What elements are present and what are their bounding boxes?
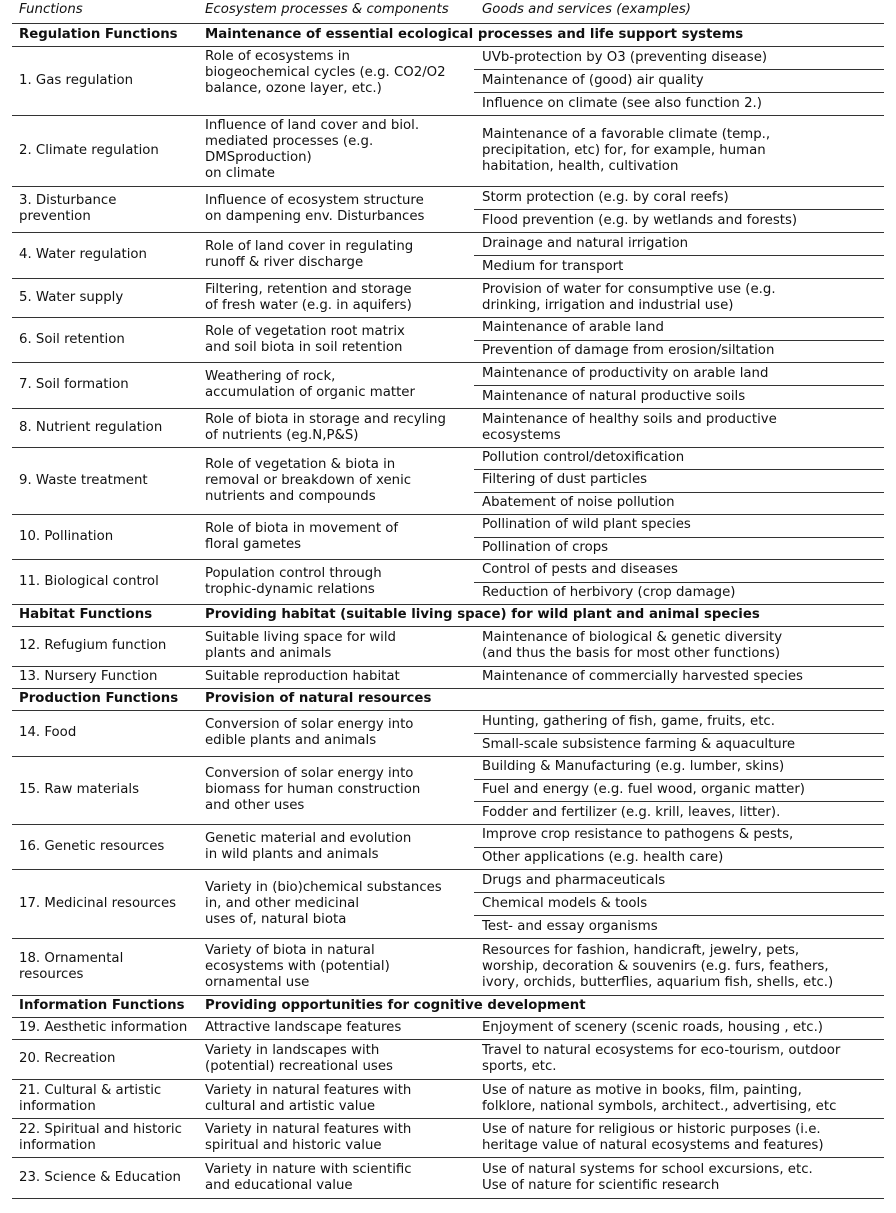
goods-service-item: Hunting, gathering of fish, game, fruits, etc.: [482, 713, 775, 729]
function-name: 21. Cultural & artistic information: [19, 1082, 162, 1114]
section-title: Production Functions: [19, 691, 179, 706]
function-name: 3. Disturbance prevention: [19, 193, 117, 224]
function-name: 23. Science & Education: [19, 1169, 181, 1185]
goods-service-item: Use of nature as motive in books, film, painting, folklore, national symbols, architect., advertising, etc: [482, 1082, 837, 1114]
table-row: [12, 756, 884, 824]
section-description: Providing habitat (suitable living space) for wild plant and animal species: [205, 607, 760, 622]
goods-service-item: Provision of water for consumptive use (e.g. drinking, irrigation and industrial use): [482, 281, 776, 313]
goods-service-item: Drainage and natural irrigation: [482, 235, 689, 251]
ecosystem-process: Filtering, retention and storage of fresh water (e.g. in aquifers): [205, 281, 412, 313]
ecosystem-process: Suitable living space for wild plants and animals: [205, 630, 396, 661]
goods-service-item: Maintenance of biological & genetic diversity (and thus the basis for most other functions): [482, 630, 783, 661]
sub-divider: [474, 92, 884, 93]
table-row: [12, 1017, 884, 1039]
goods-service-item: Maintenance of natural productive soils: [482, 388, 746, 404]
function-name: 22. Spiritual and historic information: [19, 1121, 182, 1153]
ecosystem-process: Variety in natural features with cultural and artistic value: [205, 1082, 412, 1114]
function-name: 4. Water regulation: [19, 247, 147, 262]
table-row: [12, 666, 884, 688]
goods-service-item: Chemical models & tools: [482, 895, 648, 911]
sub-divider: [474, 915, 884, 916]
ecosystem-process: Variety in nature with scientific and educational value: [205, 1161, 412, 1193]
table-row: [12, 362, 884, 408]
section-row: [12, 604, 884, 626]
sub-divider: [474, 801, 884, 802]
function-name: 11. Biological control: [19, 573, 159, 589]
goods-service-item: Influence on climate (see also function 2.): [482, 95, 762, 111]
goods-service-item: Use of natural systems for school excursions, etc. Use of nature for scientific research: [482, 1161, 813, 1193]
goods-service-item: Travel to natural ecosystems for eco-tourism, outdoor sports, etc.: [482, 1043, 841, 1074]
function-name: 16. Genetic resources: [19, 838, 165, 854]
sub-divider: [474, 69, 884, 70]
ecosystem-process: Role of land cover in regulating runoff & river discharge: [205, 239, 414, 270]
section-title: Information Functions: [19, 998, 185, 1013]
function-name: 5. Water supply: [19, 289, 124, 305]
ecosystem-process: Conversion of solar energy into biomass for human construction and other uses: [205, 766, 421, 813]
goods-service-item: Reduction of herbivory (crop damage): [482, 584, 736, 600]
sub-divider: [474, 733, 884, 734]
table-row: [12, 1039, 884, 1079]
goods-service-item: Control of pests and diseases: [482, 562, 678, 578]
ecosystem-process: Genetic material and evolution in wild plants and animals: [205, 830, 412, 862]
table-row: [12, 232, 884, 278]
table-row: [12, 46, 884, 115]
ecosystem-process: Role of biota in movement of floral gametes: [205, 520, 399, 552]
sub-divider: [474, 209, 884, 210]
goods-service-item: Medium for transport: [482, 258, 624, 274]
goods-service-item: Flood prevention (e.g. by wetlands and forests): [482, 212, 798, 228]
goods-service-item: Pollution control/detoxification: [482, 450, 685, 466]
goods-service-item: Fodder and fertilizer (e.g. krill, leaves, litter).: [482, 804, 781, 820]
section-title: Regulation Functions: [19, 27, 178, 42]
row-divider: [12, 1198, 884, 1199]
section-description: Providing opportunities for cognitive development: [205, 998, 586, 1013]
table-row: [12, 186, 884, 232]
section-description: Provision of natural resources: [205, 691, 432, 706]
section-title: Habitat Functions: [19, 607, 153, 622]
goods-service-item: Filtering of dust particles: [482, 472, 648, 488]
table-row: [12, 115, 884, 186]
header-functions: Functions: [19, 2, 83, 17]
goods-service-item: Enjoyment of scenery (scenic roads, housing , etc.): [482, 1020, 823, 1035]
sub-divider: [474, 469, 884, 470]
function-name: 17. Medicinal resources: [19, 895, 177, 911]
goods-service-item: Pollination of wild plant species: [482, 517, 691, 533]
goods-service-item: Improve crop resistance to pathogens & pests,: [482, 827, 794, 843]
goods-service-item: Fuel and energy (e.g. fuel wood, organic matter): [482, 781, 805, 797]
table-row: [12, 317, 884, 362]
function-name: 1. Gas regulation: [19, 72, 134, 88]
goods-service-item: Maintenance of commercially harvested species: [482, 669, 803, 684]
sub-divider: [474, 537, 884, 538]
goods-service-item: Maintenance of productivity on arable land: [482, 365, 769, 381]
goods-service-item: Test- and essay organisms: [482, 918, 658, 934]
function-name: 18. Ornamental resources: [19, 950, 124, 982]
ecosystem-process: Weathering of rock, accumulation of organic matter: [205, 369, 415, 400]
ecosystem-process: Influence of land cover and biol. mediated processes (e.g. DMSproduction) on climate: [205, 118, 420, 181]
ecosystem-process: Role of vegetation & biota in removal or breakdown of xenic nutrients and compounds: [205, 456, 412, 504]
function-name: 19. Aesthetic information: [19, 1020, 188, 1035]
table-row: [12, 408, 884, 447]
sub-divider: [474, 340, 884, 341]
ecosystem-process: Suitable reproduction habitat: [205, 669, 400, 684]
sub-divider: [474, 492, 884, 493]
goods-service-item: Storm protection (e.g. by coral reefs): [482, 189, 729, 205]
table-row: [12, 869, 884, 938]
sub-divider: [474, 255, 884, 256]
table-row: [12, 710, 884, 756]
table-header: [12, 2, 884, 22]
ecosystem-process: Role of biota in storage and recyling of nutrients (eg.N,P&S): [205, 411, 446, 443]
ecosystem-process: Variety in landscapes with (potential) recreational uses: [205, 1043, 393, 1074]
section-description: Maintenance of essential ecological processes and life support systems: [205, 27, 744, 42]
goods-service-item: Maintenance of healthy soils and productive ecosystems: [482, 411, 777, 443]
goods-service-item: Maintenance of (good) air quality: [482, 72, 704, 88]
goods-service-item: Maintenance of a favorable climate (temp., precipitation, etc) for, for example, human habitation, health, cultivation: [482, 126, 771, 174]
function-name: 12. Refugium function: [19, 638, 167, 653]
table-row: [12, 514, 884, 559]
goods-service-item: Abatement of noise pollution: [482, 494, 675, 510]
header-processes: Ecosystem processes & components: [205, 2, 449, 17]
ecosystem-process: Variety in (bio)chemical substances in, and other medicinal uses of, natural biota: [205, 879, 442, 927]
table-row: [12, 278, 884, 317]
table-row: [12, 938, 884, 995]
goods-service-item: Small-scale subsistence farming & aquaculture: [482, 736, 796, 752]
sub-divider: [474, 385, 884, 386]
function-name: 14. Food: [19, 725, 77, 740]
function-name: 2. Climate regulation: [19, 142, 159, 158]
function-name: 6. Soil retention: [19, 331, 125, 347]
ecosystem-process: Attractive landscape features: [205, 1020, 402, 1035]
goods-service-item: Drugs and pharmaceuticals: [482, 872, 666, 888]
table-row: [12, 447, 884, 514]
goods-service-item: Other applications (e.g. health care): [482, 849, 724, 865]
section-row: [12, 995, 884, 1017]
sub-divider: [474, 582, 884, 583]
table-row: [12, 824, 884, 869]
ecosystem-process: Variety of biota in natural ecosystems with (potential) ornamental use: [205, 942, 390, 990]
goods-service-item: Maintenance of arable land: [482, 320, 664, 336]
header-goods-services: Goods and services (examples): [482, 2, 691, 17]
goods-service-item: Prevention of damage from erosion/siltation: [482, 342, 775, 358]
ecosystem-process: Role of ecosystems in biogeochemical cycles (e.g. CO2/O2 balance, ozone layer, etc.): [205, 49, 446, 96]
ecosystem-process: Role of vegetation root matrix and soil biota in soil retention: [205, 323, 405, 355]
ecosystem-process: Influence of ecosystem structure on dampening env. Disturbances: [205, 193, 425, 224]
table-row: [12, 1118, 884, 1157]
function-name: 8. Nutrient regulation: [19, 419, 163, 435]
goods-service-item: UVb-protection by O3 (preventing disease): [482, 49, 768, 65]
function-name: 9. Waste treatment: [19, 472, 148, 488]
goods-service-item: Building & Manufacturing (e.g. lumber, skins): [482, 759, 785, 775]
table-row: [12, 1079, 884, 1118]
ecosystem-process: Variety in natural features with spiritual and historic value: [205, 1121, 412, 1153]
goods-service-item: Resources for fashion, handicraft, jewelry, pets, worship, decoration & souvenirs (e.g. furs, feathers, ivory, orchids, butterflies, aquarium fish, shells, etc.): [482, 942, 834, 990]
section-row: [12, 688, 884, 710]
table-row: [12, 626, 884, 666]
sub-divider: [474, 779, 884, 780]
section-row: [12, 24, 884, 46]
table-row: [12, 559, 884, 604]
function-name: 7. Soil formation: [19, 377, 129, 392]
function-name: 20. Recreation: [19, 1051, 116, 1066]
sub-divider: [474, 892, 884, 893]
table-row: [12, 1157, 884, 1198]
function-name: 10. Pollination: [19, 528, 114, 544]
goods-service-item: Use of nature for religious or historic purposes (i.e. heritage value of natural ecosystems and features): [482, 1121, 824, 1153]
sub-divider: [474, 847, 884, 848]
ecosystem-process: Conversion of solar energy into edible plants and animals: [205, 717, 414, 748]
goods-service-item: Pollination of crops: [482, 539, 609, 555]
function-name: 15. Raw materials: [19, 782, 139, 797]
ecosystem-process: Population control through trophic-dynamic relations: [205, 565, 382, 597]
function-name: 13. Nursery Function: [19, 669, 158, 684]
